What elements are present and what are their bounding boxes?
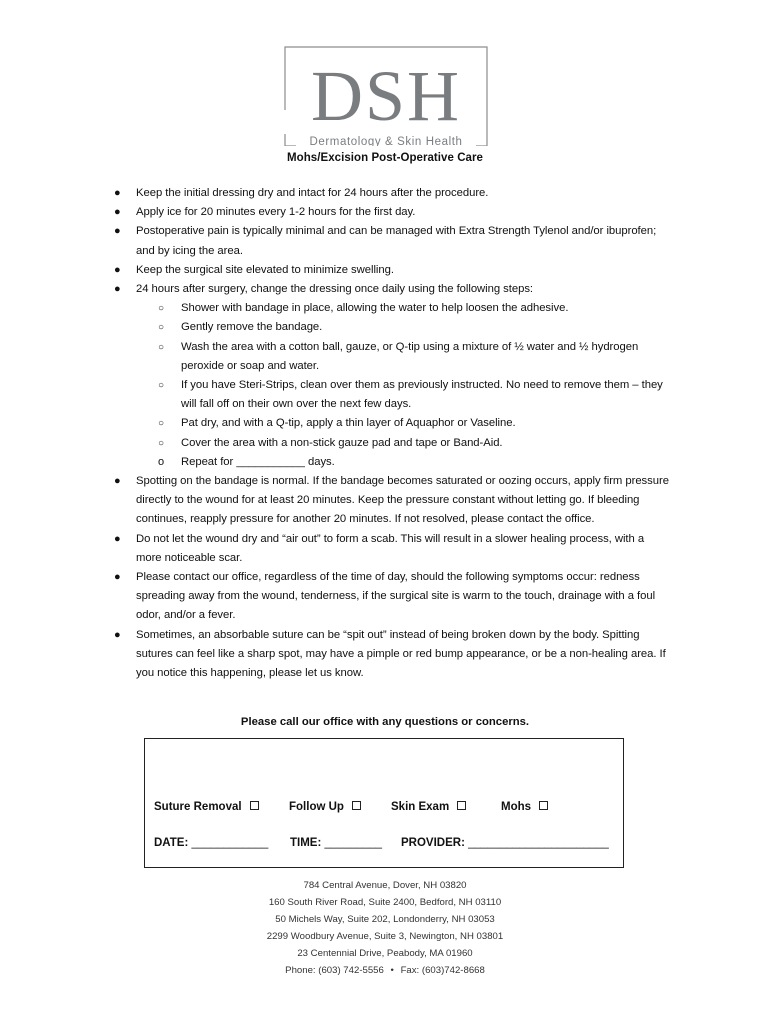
provider-label: PROVIDER: [401,837,465,849]
circle-bullet-icon: ○ [158,418,164,430]
care-instructions-list [0,184,770,683]
bullet-icon: ● [114,571,121,584]
logo-subtitle: Dermatology & Skin Health [309,136,463,146]
instruction-text: Postoperative pain is typically minimal and can be managed with Extra Strength Tylenol and/or ibuprofen; and by icing the area. [136,225,657,257]
bullet-icon: ● [114,532,121,545]
step-item [0,453,770,472]
option-label: Mohs [501,801,532,813]
phone-number: Phone: (603) 742-5556 [285,965,384,976]
instruction-text: Do not let the wound dry and “air out” to form a scab. This will result in a slower healing process, with a more noticeable scar. [136,532,645,564]
skin-exam-option[interactable] [391,801,466,813]
step-text: Gently remove the bandage. [181,321,323,334]
address-line: 23 Centennial Drive, Peabody, MA 01960 [297,948,473,959]
address-line: 784 Central Avenue, Dover, NH 03820 [303,880,467,891]
circle-bullet-icon: ○ [158,341,164,353]
follow-up-box [144,738,624,868]
time-blank[interactable]: _________ [324,837,383,849]
suture-removal-option[interactable] [154,801,259,813]
step-text: If you have Steri-Strips, clean over them as previously instructed. No need to remove them – they will fall off on their own over the next few days. [181,379,663,411]
document-title: Mohs/Excision Post-Operative Care [287,152,483,164]
circle-bullet-icon: ○ [158,437,164,449]
instruction-text: Apply ice for 20 minutes every 1-2 hours for the first day. [136,206,416,219]
time-label: TIME: [290,837,322,849]
step-item [0,299,770,318]
dsh-logo [284,46,488,146]
date-label: DATE: [154,837,189,849]
step-item [0,318,770,337]
closing-note: Please call our office with any questions or concerns. [240,716,530,728]
letter-o-bullet-icon: o [158,455,165,468]
instruction-text: Keep the initial dressing dry and intact for 24 hours after the procedure. [136,187,489,199]
instruction-item [0,184,770,203]
option-label: Skin Exam [391,801,450,813]
step-text: Repeat for ___________ days. [181,455,335,468]
address-line: 160 South River Road, Suite 2400, Bedford, NH 03110 [268,897,502,908]
separator-dot: • [390,965,394,976]
bullet-icon: ● [114,475,121,488]
bullet-icon: ● [114,225,121,238]
provider-blank[interactable]: ______________________ [468,837,609,849]
address-line: 50 Michels Way, Suite 202, Londonderry, NH 03053 [275,914,495,925]
checkbox-icon[interactable] [539,801,548,810]
bullet-icon: ● [114,283,121,296]
mohs-option[interactable] [501,801,548,813]
address-line: 2299 Woodbury Avenue, Suite 3, Newington, NH 03801 [266,931,504,942]
checkbox-icon[interactable] [457,801,466,810]
bullet-icon: ● [114,187,121,199]
circle-bullet-icon: ○ [158,380,164,392]
time-field[interactable] [290,837,382,849]
step-item [0,338,770,376]
instruction-text: Sometimes, an absorbable suture can be “spit out” instead of being broken down by the body. Spitting sutures can feel like a sharp spot, may have a pimple or red bump appearance, or be a non-healing area. If you notice this happening, please let us know. [136,628,666,680]
instruction-item [0,568,770,626]
logo-letters: DSH [310,56,462,136]
instruction-text: Keep the surgical site elevated to minimize swelling. [136,263,394,276]
circle-bullet-icon: ○ [158,322,164,334]
step-item [0,414,770,433]
step-text: Cover the area with a non-stick gauze pad and tape or Band-Aid. [181,436,503,449]
date-blank[interactable]: ____________ [191,837,269,849]
fax-number: Fax: (603)742-8668 [400,965,485,976]
checkbox-icon[interactable] [250,801,259,810]
instruction-item [0,222,770,260]
instruction-item [0,530,770,568]
option-label: Suture Removal [154,801,242,813]
checkbox-icon[interactable] [352,801,361,810]
instruction-item [0,280,770,299]
step-item [0,434,770,453]
contact-line [0,962,770,979]
bullet-icon: ● [114,206,121,219]
circle-bullet-icon: ○ [158,303,164,315]
instruction-item [0,472,770,530]
option-label: Follow Up [289,801,344,813]
bullet-icon: ● [114,263,121,276]
instruction-item [0,626,770,684]
instruction-text: Spotting on the bandage is normal. If the bandage becomes saturated or oozing occurs, apply firm pressure directly to the wound for at least 20 minutes. Keep the pressure constant without letting go. If bleeding continues, reapply pressure for another 20 minutes. If not resolved, please contact the office. [136,475,669,526]
step-text: Wash the area with a cotton ball, gauze, or Q-tip using a mixture of ½ water and ½ hydrogen peroxide or soap and water. [181,340,639,372]
instruction-item [0,203,770,222]
instruction-text: Please contact our office, regardless of the time of day, should the following symptoms occur: redness spreading away from the wound, tenderness, if the surgical site is warm to the touch, drainage with a foul odor, and/or a fever. [136,571,656,622]
step-text: Pat dry, and with a Q-tip, apply a thin layer of Aquaphor or Vaseline. [181,417,516,430]
step-item [0,376,770,414]
step-text: Shower with bandage in place, allowing the water to help loosen the adhesive. [181,302,569,315]
bullet-icon: ● [114,628,121,641]
instruction-text: 24 hours after surgery, change the dressing once daily using the following steps: [136,283,534,296]
office-addresses [0,877,770,979]
follow-up-option[interactable] [289,801,361,813]
instruction-item [0,261,770,280]
provider-field[interactable] [401,837,609,849]
date-field[interactable] [154,837,268,849]
